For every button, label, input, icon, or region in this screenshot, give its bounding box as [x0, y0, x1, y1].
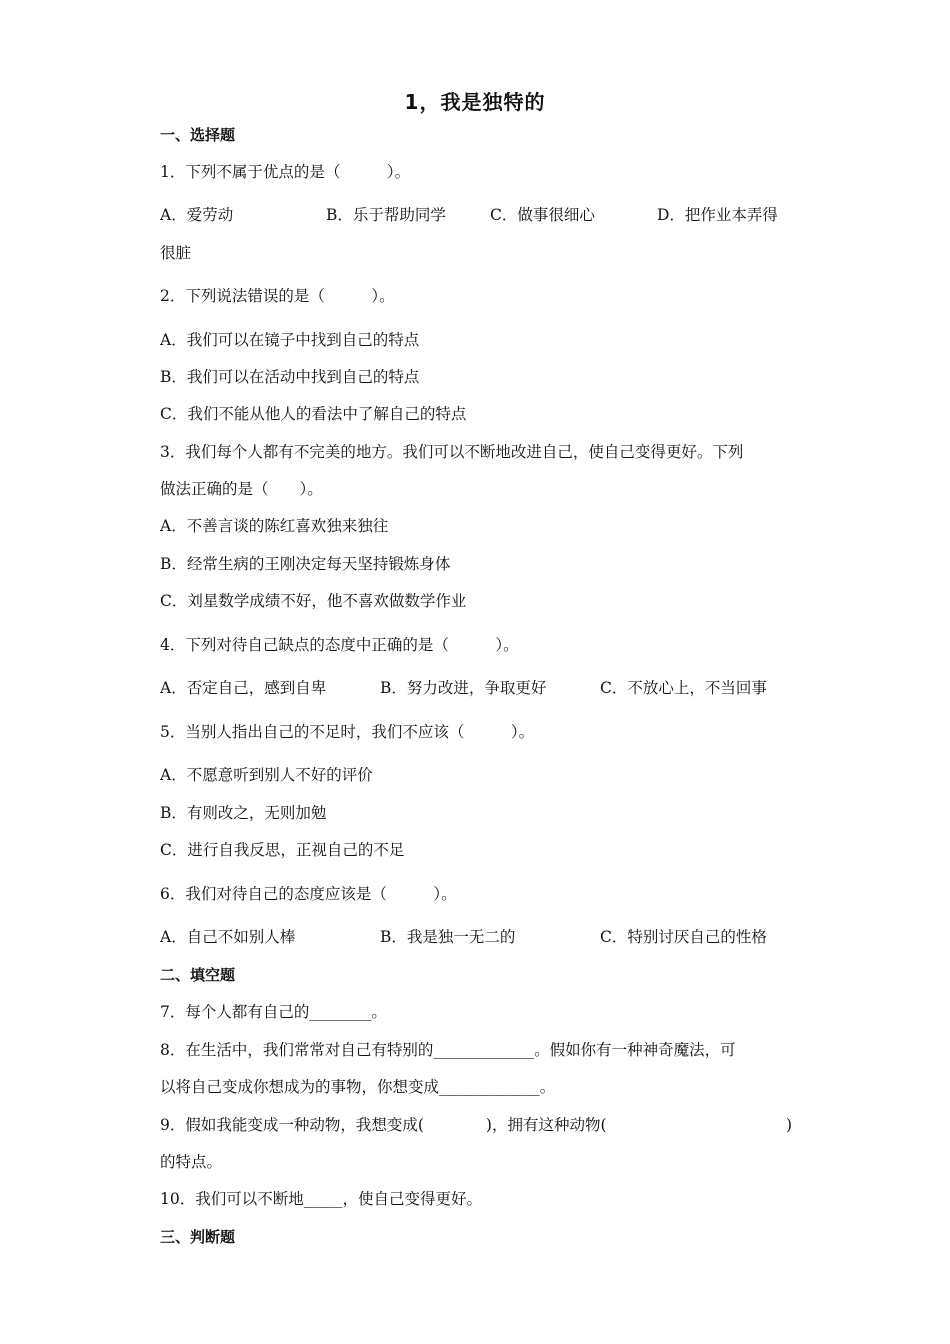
question-9-stem-line2: 的特点。	[160, 1153, 223, 1171]
question-3-option-c: C．刘星数学成绩不好，他不喜欢做数学作业	[160, 592, 467, 610]
section-heading-fill-in: 二、填空题	[160, 966, 236, 984]
question-10-stem: 10．我们可以不断地_____，使自己变得更好。	[160, 1190, 482, 1208]
question-3-option-b: B．经常生病的王刚决定每天坚持锻炼身体	[160, 555, 451, 573]
question-2-stem: 2．下列说法错误的是（ ）。	[160, 287, 395, 305]
question-6-option-a: A．自己不如别人棒	[160, 928, 296, 946]
question-4-stem: 4．下列对待自己缺点的态度中正确的是（ ）。	[160, 636, 519, 654]
question-1-option-a: A．爱劳动	[160, 206, 234, 224]
question-2-option-c: C．我们不能从他人的看法中了解自己的特点	[160, 405, 467, 423]
question-5-option-c: C．进行自我反思，正视自己的不足	[160, 841, 405, 859]
question-6-option-b: B．我是独一无二的	[380, 928, 516, 946]
question-6-option-c: C．特别讨厌自己的性格	[600, 928, 767, 946]
question-1-option-b: B．乐于帮助同学	[326, 206, 446, 224]
question-8-stem-line1: 8．在生活中，我们常常对自己有特别的_____________。假如你有一种神奇魔法，可	[160, 1041, 736, 1059]
question-6-stem: 6．我们对待自己的态度应该是（ ）。	[160, 885, 457, 903]
question-1-stem: 1．下列不属于优点的是（ ）。	[160, 163, 411, 181]
question-4-option-c: C．不放心上，不当回事	[600, 679, 767, 697]
question-1-option-d-continued: 很脏	[160, 244, 192, 262]
question-9-stem-line1	[160, 1115, 800, 1135]
page-title: 1，我是独特的	[404, 90, 546, 114]
question-3-stem-line1: 3．我们每个人都有不完美的地方。我们可以不断地改进自己，使自己变得更好。下列	[160, 443, 744, 461]
question-8-stem-line2: 以将自己变成你想成为的事物，你想变成_____________。	[160, 1078, 556, 1096]
question-1-option-d: D．把作业本弄得	[657, 206, 778, 224]
question-9-stem-part1: 9．假如我能变成一种动物，我想变成( )，拥有这种动物(	[160, 1116, 607, 1134]
question-5-stem: 5．当别人指出自己的不足时，我们不应该（ ）。	[160, 723, 535, 741]
question-2-option-a: A．我们可以在镜子中找到自己的特点	[160, 331, 420, 349]
section-heading-true-false: 三、判断题	[160, 1228, 236, 1246]
question-7-stem: 7．每个人都有自己的________。	[160, 1003, 387, 1021]
question-1-option-c: C．做事很细心	[490, 206, 595, 224]
question-9-stem-part2: )	[786, 1116, 793, 1134]
section-heading-choice: 一、选择题	[160, 126, 236, 144]
question-5-option-b: B．有则改之，无则加勉	[160, 804, 327, 822]
question-2-option-b: B．我们可以在活动中找到自己的特点	[160, 368, 420, 386]
question-5-option-a: A．不愿意听到别人不好的评价	[160, 766, 373, 784]
question-4-option-b: B．努力改进，争取更好	[380, 679, 547, 697]
question-4-option-a: A．否定自己，感到自卑	[160, 679, 327, 697]
question-3-stem-line2: 做法正确的是（ ）。	[160, 480, 323, 498]
question-3-option-a: A．不善言谈的陈红喜欢独来独往	[160, 517, 389, 535]
